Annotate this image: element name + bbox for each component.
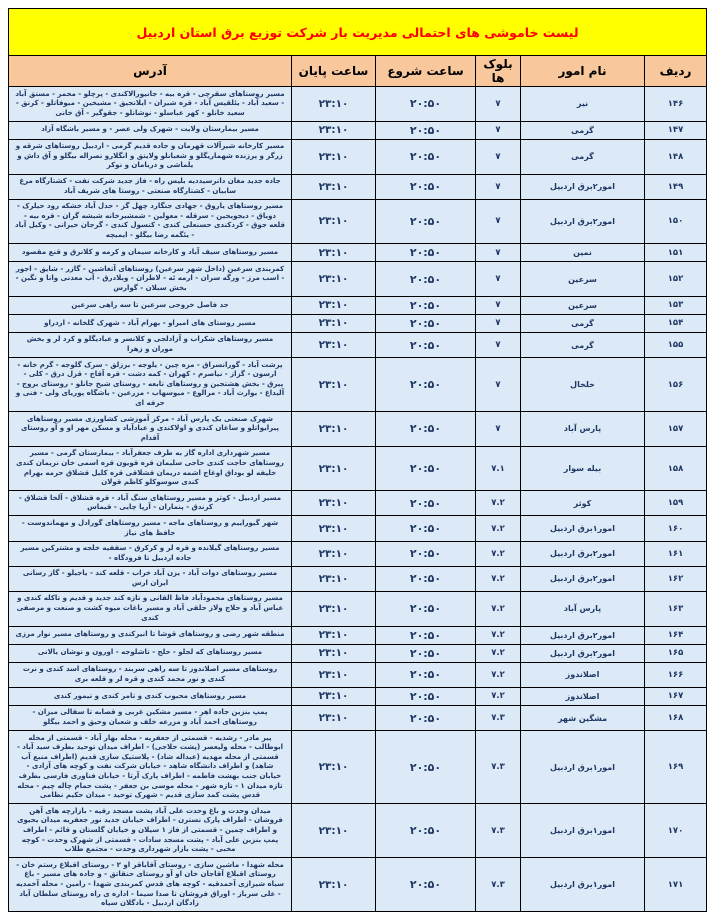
cell-department: امور۱برق اردبیل: [521, 858, 645, 912]
cell-address: محله شهدا - ماشین سازی - روستای آقاباقر او ۲ - روستای اقبلاغ رستم خان - روستای اقبلاغ آقاجان خان او آو روستای حنقاتق - و جاده های مسیر - باغ سیاه شیرازی آخمدقیه - کوچه های قدس کمربندی شهدا - رامین - محله آخمدیه - علی سرباز - اوراق فروشان تا صدا سیما - اداره ی راه روستای سلطان آباد زادگان اردبیل - بادگلان سیاه: [9, 858, 292, 912]
column-header-blocks: بلوک ها: [476, 56, 521, 87]
header-row: [9, 56, 707, 87]
cell-department: گرمی: [521, 121, 645, 139]
cell-department: مشگین شهر: [521, 705, 645, 730]
cell-row-number: ۱۶۳: [645, 591, 707, 626]
cell-row-number: ۱۴۸: [645, 139, 707, 174]
column-header-address: آدرس: [9, 56, 292, 87]
table-row: [9, 858, 707, 912]
cell-blocks: ۷.۲: [476, 626, 521, 644]
cell-department: گرمی: [521, 139, 645, 174]
cell-end-time: ۲۳:۱۰: [292, 262, 376, 297]
table-row: [9, 516, 707, 541]
cell-start-time: ۲۰:۵۰: [376, 121, 476, 139]
table-row: [9, 687, 707, 705]
cell-department: گرمی: [521, 314, 645, 332]
cell-start-time: ۲۰:۵۰: [376, 262, 476, 297]
cell-address: مسیر روستاهای دوات آباد - یزن آباد خراب - قلعه کند - یاجیلو - گاز رسانی ایران ارس: [9, 566, 292, 591]
cell-blocks: ۷: [476, 121, 521, 139]
cell-department: سرعین: [521, 262, 645, 297]
cell-address: مسیر شهرداری اداره گاز به طرف جعفرآباد - بیمارستان گرمی - مسیر روستاهای حاجت کندی حاجی سلیمان قره قویون قره اسمی خان نریمان کندی خلیفه لو بوداق اوغاج اشمه دریمان قشلاقی قره کلیل قشلاق حرمه بهرام کندی سوسوکلو کاظم قولان: [9, 446, 292, 490]
table-row: [9, 332, 707, 357]
cell-start-time: ۲۰:۵۰: [376, 705, 476, 730]
cell-start-time: ۲۰:۵۰: [376, 446, 476, 490]
cell-row-number: ۱۵۸: [645, 446, 707, 490]
table-row: [9, 662, 707, 687]
cell-row-number: ۱۷۱: [645, 858, 707, 912]
cell-address: منطقه شهر رضی و روستاهای قوشا تا انیرکندی و روستاهای مسیر نوار مرزی: [9, 626, 292, 644]
cell-end-time: ۲۳:۱۰: [292, 804, 376, 858]
cell-end-time: ۲۳:۱۰: [292, 446, 376, 490]
cell-blocks: ۷.۲: [476, 566, 521, 591]
table-body: [9, 87, 707, 912]
table-row: [9, 314, 707, 332]
cell-end-time: ۲۳:۱۰: [292, 591, 376, 626]
cell-blocks: ۷.۳: [476, 804, 521, 858]
cell-row-number: ۱۶۴: [645, 626, 707, 644]
table-row: [9, 566, 707, 591]
table-row: [9, 705, 707, 730]
cell-address: حد فاصل خروجی سرعین تا سه راهی سرعین: [9, 296, 292, 314]
cell-blocks: ۷: [476, 199, 521, 243]
cell-blocks: ۷.۲: [476, 541, 521, 566]
cell-blocks: ۷: [476, 139, 521, 174]
cell-department: خلخال: [521, 358, 645, 412]
cell-blocks: ۷: [476, 296, 521, 314]
cell-blocks: ۷: [476, 262, 521, 297]
cell-blocks: ۷: [476, 244, 521, 262]
cell-end-time: ۲۳:۱۰: [292, 687, 376, 705]
table-row: [9, 626, 707, 644]
table-row: [9, 121, 707, 139]
cell-row-number: ۱۶۶: [645, 662, 707, 687]
table-row: [9, 199, 707, 243]
cell-department: امور۱برق اردبیل: [521, 516, 645, 541]
table-row: [9, 541, 707, 566]
cell-row-number: ۱۷۰: [645, 804, 707, 858]
cell-row-number: ۱۵۵: [645, 332, 707, 357]
cell-end-time: ۲۳:۱۰: [292, 296, 376, 314]
cell-end-time: ۲۳:۱۰: [292, 858, 376, 912]
cell-department: سرعین: [521, 296, 645, 314]
cell-department: گرمی: [521, 332, 645, 357]
cell-department: اصلاندوز: [521, 662, 645, 687]
cell-address: پیر مادر - رشدیه - قسمتی از جعفریه - محله بهار آباد - قسمتی از محله ابوطالب - محله ولیعصر (پشت حلاجی) - اطراف میدان توحید بطرف سید آباد - قسمتی از محله مهدیه (عبداله شاد) - پلاستیک سازی قدیم (اطراف منبع آب شاهد) و اطراف دانشگاه شاهد - خیابان شرکت نفت و کوچه های آزادی - خیابان جنب بهشت فاطمه - اطراف پارک آرتا - خیابان فناوری فارسی بطرف تازه میدان ۱ - تازه شهر - محله موسی بن جعفر - پشت حمام چاله چیم - محله قدس پشت کمد سازی قدیم - شهرک توحید - میدان حکیم نظامی: [9, 731, 292, 804]
cell-start-time: ۲۰:۵۰: [376, 491, 476, 516]
cell-blocks: ۷.۲: [476, 662, 521, 687]
cell-row-number: ۱۵۱: [645, 244, 707, 262]
cell-department: نیر: [521, 87, 645, 122]
outage-table: [8, 8, 707, 912]
table-row: [9, 244, 707, 262]
cell-department: امور۲برق اردبیل: [521, 644, 645, 662]
cell-end-time: ۲۳:۱۰: [292, 705, 376, 730]
cell-start-time: ۲۰:۵۰: [376, 314, 476, 332]
cell-end-time: ۲۳:۱۰: [292, 541, 376, 566]
cell-start-time: ۲۰:۵۰: [376, 644, 476, 662]
cell-department: بیله سوار: [521, 446, 645, 490]
cell-blocks: ۷.۲: [476, 491, 521, 516]
cell-row-number: ۱۴۷: [645, 121, 707, 139]
cell-address: مسیر روستاهای سیف آباد و کارخانه سیمان و کرمه و کلانرق و قنع مقصود: [9, 244, 292, 262]
cell-row-number: ۱۵۳: [645, 296, 707, 314]
cell-end-time: ۲۳:۱۰: [292, 199, 376, 243]
cell-end-time: ۲۳:۱۰: [292, 121, 376, 139]
cell-end-time: ۲۳:۱۰: [292, 516, 376, 541]
table-row: [9, 591, 707, 626]
cell-row-number: ۱۵۰: [645, 199, 707, 243]
cell-row-number: ۱۶۵: [645, 644, 707, 662]
cell-blocks: ۷: [476, 87, 521, 122]
cell-address: مسیر روستاهای که لجلو - حلج - تاشلوجه - اورون و نوشان یالانی: [9, 644, 292, 662]
cell-department: پارس آباد: [521, 412, 645, 447]
cell-end-time: ۲۳:۱۰: [292, 139, 376, 174]
table-row: [9, 139, 707, 174]
cell-department: امور۲برق اردبیل: [521, 174, 645, 199]
column-header-end-time: ساعت پایان: [292, 56, 376, 87]
cell-start-time: ۲۰:۵۰: [376, 541, 476, 566]
table-row: [9, 446, 707, 490]
table-row: [9, 731, 707, 804]
cell-end-time: ۲۳:۱۰: [292, 626, 376, 644]
cell-row-number: ۱۶۸: [645, 705, 707, 730]
cell-blocks: ۷.۳: [476, 731, 521, 804]
cell-row-number: ۱۶۹: [645, 731, 707, 804]
cell-department: پارس آباد: [521, 591, 645, 626]
cell-blocks: ۷: [476, 332, 521, 357]
cell-address: پمپ بنزین جاده اهر - مسیر مشکین غربی و قصابه تا سقالی میزان - روستاهای احمد آباد و مزرعه خلف و شعبان وحیق و احمد بیگلو: [9, 705, 292, 730]
table-row: [9, 87, 707, 122]
cell-address: کمربندی سرعین (داخل شهر سرعین) روستاهای آتغاشین - گازر - شایق - اجور - اسب مرز - ورگه سران - ارمه ئه - لاطران - وبلادرق - آب معدنی وانا و نگین - بخش سبلان - گوارس: [9, 262, 292, 297]
cell-start-time: ۲۰:۵۰: [376, 139, 476, 174]
cell-address: مسیر روستاهای یاروق - جهادی جنگارد چهل گز - حدل آباد خشکه رود حیلرک - دویاق - دیجویجین - سرقله - معولین - شمشیرخانه شیشه گران - قره بیه - قلعه جوق - کردکندی حسنعلی کندی - کنسول کندی - گرجان حیرانی - وکیل آباد - یئگمه رضا بیگلو - ایمیچه: [9, 199, 292, 243]
cell-end-time: ۲۳:۱۰: [292, 662, 376, 687]
cell-address: مسیر روستاهای شکراب و آزادلجی و کلانسر و عبادیگلو و کرد لر و بخش موران و زهرا: [9, 332, 292, 357]
cell-start-time: ۲۰:۵۰: [376, 858, 476, 912]
table-row: [9, 644, 707, 662]
cell-start-time: ۲۰:۵۰: [376, 731, 476, 804]
cell-blocks: ۷.۳: [476, 705, 521, 730]
cell-address: جاده جدید مغان دانرسیددیه بلیس راه - فاز جدید شرکت نفت - کشتارگاه مرغ سابیان - کشتارگاه صنعتی - روستا های شریف آباد: [9, 174, 292, 199]
cell-start-time: ۲۰:۵۰: [376, 566, 476, 591]
table-row: [9, 804, 707, 858]
cell-blocks: ۷.۲: [476, 644, 521, 662]
cell-start-time: ۲۰:۵۰: [376, 804, 476, 858]
cell-department: نمین: [521, 244, 645, 262]
cell-blocks: ۷.۱: [476, 446, 521, 490]
cell-start-time: ۲۰:۵۰: [376, 244, 476, 262]
cell-address: مسیر روستای های امیراو - بهرام آباد - شهرک گلخانه - اردراو: [9, 314, 292, 332]
cell-row-number: ۱۶۰: [645, 516, 707, 541]
cell-row-number: ۱۶۱: [645, 541, 707, 566]
column-header-row-number: ردیف: [645, 56, 707, 87]
cell-row-number: ۱۴۶: [645, 87, 707, 122]
cell-department: امور۱برق اردبیل: [521, 804, 645, 858]
table-row: [9, 491, 707, 516]
cell-row-number: ۱۵۹: [645, 491, 707, 516]
cell-address: مسیر روستاهای محمودآباد فاظ القانی و تازه کند جدید و قدیم و تاکله کندی و عباس آباد و حلاج ولاز حلقی آباد و مسیر باغات میوه کشت و صنعت و مرصفی کندی: [9, 591, 292, 626]
cell-address: مسیر اردبیل - کوثر و مسیر روستاهای سنگ آباد - قره قشلاق - آلخا قشلاق - کرندق - پنماران - آرپا چایی - قیماس: [9, 491, 292, 516]
cell-start-time: ۲۰:۵۰: [376, 591, 476, 626]
cell-row-number: ۱۵۷: [645, 412, 707, 447]
cell-address: مسیر بیمارستان ولایت - شهرک ولی عصر - و مسیر باشگاه آزاد: [9, 121, 292, 139]
cell-end-time: ۲۳:۱۰: [292, 644, 376, 662]
cell-start-time: ۲۰:۵۰: [376, 687, 476, 705]
cell-row-number: ۱۵۴: [645, 314, 707, 332]
column-header-start-time: ساعت شروع: [376, 56, 476, 87]
cell-end-time: ۲۳:۱۰: [292, 566, 376, 591]
page-title: لیست خاموشی های احتمالی مدیریت بار شرکت توزیع برق استان اردبیل: [9, 9, 707, 56]
column-header-department: نام امور: [521, 56, 645, 87]
cell-address: شهرک صنعتی یک پارس آباد - مرکز آموزشی کشاورزی مسیر روستاهای پیرایواتلو و ساغان کندی و اولاکندی و عبادآباد و مسکن مهر او و آو روستای آقدام: [9, 412, 292, 447]
cell-end-time: ۲۳:۱۰: [292, 358, 376, 412]
table-row: [9, 358, 707, 412]
cell-end-time: ۲۳:۱۰: [292, 314, 376, 332]
cell-row-number: ۱۵۶: [645, 358, 707, 412]
cell-department: کوثر: [521, 491, 645, 516]
cell-start-time: ۲۰:۵۰: [376, 199, 476, 243]
cell-blocks: ۷: [476, 412, 521, 447]
cell-start-time: ۲۰:۵۰: [376, 358, 476, 412]
cell-start-time: ۲۰:۵۰: [376, 626, 476, 644]
cell-department: امور۲برق اردبیل: [521, 566, 645, 591]
cell-blocks: ۷: [476, 314, 521, 332]
table-row: [9, 262, 707, 297]
cell-row-number: ۱۴۹: [645, 174, 707, 199]
cell-end-time: ۲۳:۱۰: [292, 731, 376, 804]
table-row: [9, 174, 707, 199]
cell-address: مسیر کارخانه شیرآلات قهرمان و جاده قدیم گرمی - اردبیل روستاهای شرقه و زرگر و پرزنده شهماریگلو و شعبانلو ولایتق و انگلارو نصراله بیگلو و آق داش و یلماشی و دربامان و نوکر: [9, 139, 292, 174]
cell-row-number: ۱۶۷: [645, 687, 707, 705]
cell-blocks: ۷.۲: [476, 516, 521, 541]
cell-blocks: ۷.۳: [476, 858, 521, 912]
cell-blocks: ۷.۲: [476, 591, 521, 626]
cell-start-time: ۲۰:۵۰: [376, 516, 476, 541]
cell-department: اصلاندوز: [521, 687, 645, 705]
cell-end-time: ۲۳:۱۰: [292, 244, 376, 262]
cell-address: روستاهای مسیر اصلاندوز تا سه راهی سربند - روستاهای اسد کندی و نرت کندی و نور محمد کندی و قره لر و قلعه بری: [9, 662, 292, 687]
cell-end-time: ۲۳:۱۰: [292, 332, 376, 357]
cell-department: امور۲برق اردبیل: [521, 199, 645, 243]
cell-address: شهر گیوراییم و روستاهای ماجه - مسیر روستاهای گورادل و مهماندوست - حافظ های نیاز: [9, 516, 292, 541]
cell-end-time: ۲۳:۱۰: [292, 174, 376, 199]
cell-end-time: ۲۳:۱۰: [292, 87, 376, 122]
cell-blocks: ۷: [476, 174, 521, 199]
cell-blocks: ۷.۲: [476, 687, 521, 705]
cell-blocks: ۷: [476, 358, 521, 412]
cell-address: مسیر روستاهای گیلانده و قره لر و کرکرق - سقفیه خلجه و مشترکین مسیر جاده اردبیل تا فرودگاه -: [9, 541, 292, 566]
cell-row-number: ۱۵۲: [645, 262, 707, 297]
title-row: [9, 9, 707, 56]
cell-end-time: ۲۳:۱۰: [292, 491, 376, 516]
cell-start-time: ۲۰:۵۰: [376, 296, 476, 314]
cell-address: مسیر روستاهای سقرچی - قره بیه - جانیورالاکندی - پرچلو - محمر - مستق آباد - سعید آباد - یئلقیس آباد - قره شیران - ایلانجیق - مشیخین - میوفاتلو - کرنق - سعید خانلو - کهر عباسلو - نوشانلو - جقوگیر - آق خانی: [9, 87, 292, 122]
cell-start-time: ۲۰:۵۰: [376, 662, 476, 687]
cell-department: امور۱برق اردبیل: [521, 731, 645, 804]
cell-start-time: ۲۰:۵۰: [376, 87, 476, 122]
table-row: [9, 296, 707, 314]
cell-department: امور۲برق اردبیل: [521, 541, 645, 566]
cell-address: پرشت آباد - گورانسراق - مزه چین - یلوجه - برزلق - سرک گلوجه - گرم خانه - ارسون - گزاز - نیاصرم - کهران - کمه دشت - قره آقاج - قزل درق - کلی - پیرق - بخش هشتجین و روستاهای تابعه - روستای شیخ جانلو - روستای بروج - آلیداغ - یوارث آباد - مرالوع - میوسهاب - مزرعین - باشگاه پوریای ولی - فنی و حرفه ای: [9, 358, 292, 412]
cell-start-time: ۲۰:۵۰: [376, 332, 476, 357]
cell-start-time: ۲۰:۵۰: [376, 174, 476, 199]
cell-address: مسیر روستاهای محبوب کندی و تامر کندی و تیمور کندی: [9, 687, 292, 705]
table-row: [9, 412, 707, 447]
cell-address: میدان وحدت و باغ وحدت علی آباد پشت مسجد رقیه - بازارچه های آهن فروشان - اطراف پارک نسترن - اطراف خیابان جدید نور جعفریه میدان یحیوی و اطراف چمین - قسمتی از فاز ۱ سیلان و خیابان گلستان و قائم - اطراف پمپ بنزین علی آباد - پشت مسجد سادات - قسمتی از شهرک وحدت - کوچه مخبی - پشت بازار شهرداری وحدت - مجتمع طلاب: [9, 804, 292, 858]
cell-end-time: ۲۳:۱۰: [292, 412, 376, 447]
cell-department: امور۲برق اردبیل: [521, 626, 645, 644]
cell-start-time: ۲۰:۵۰: [376, 412, 476, 447]
cell-row-number: ۱۶۲: [645, 566, 707, 591]
